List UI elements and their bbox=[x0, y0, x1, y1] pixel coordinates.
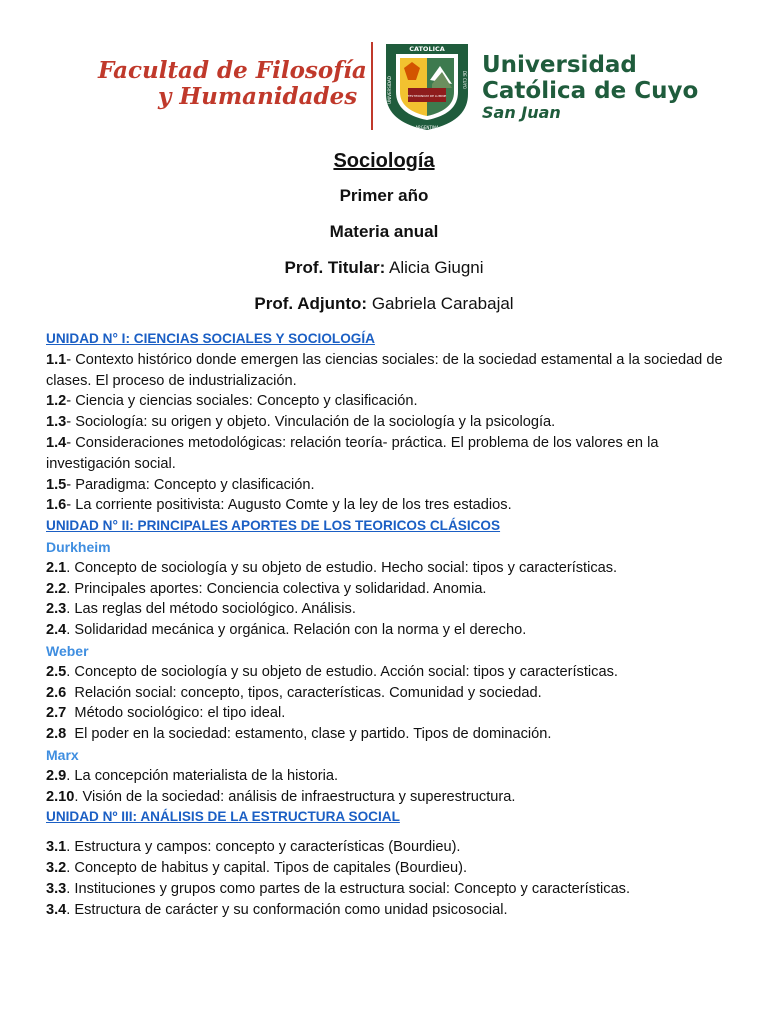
university-logo-text bbox=[482, 52, 698, 122]
syllabus-item: 3.1. Estructura y campos: concepto y características (Bourdieu). bbox=[46, 839, 461, 856]
document-title: Sociología bbox=[333, 150, 435, 172]
professor-adjunto-label: Prof. Adjunto: bbox=[254, 294, 368, 313]
professor-adjunto bbox=[0, 288, 768, 324]
document-year: Primer año bbox=[339, 186, 429, 205]
syllabus-item: 3.4. Estructura de carácter y su conformación como unidad psicosocial. bbox=[46, 901, 508, 918]
syllabus-item: 2.9. La concepción materialista de la historia. bbox=[46, 767, 339, 784]
syllabus-item: 1.6- La corriente positivista: Augusto Comte y la ley de los tres estadios. bbox=[46, 497, 512, 514]
syllabus-item: 2.3. Las reglas del método sociológico. Análisis. bbox=[46, 601, 356, 618]
syllabus-item: 1.1- Contexto histórico donde emergen las ciencias sociales: de la sociedad estamental a la sociedad de clases. El proceso de industrialización. bbox=[46, 351, 723, 389]
author-heading-weber: Weber bbox=[46, 642, 89, 659]
unit-1-heading: UNIDAD N° I: CIENCIAS SOCIALES Y SOCIOLOGÍA bbox=[46, 331, 375, 346]
syllabus-item: 2.7 Método sociológico: el tipo ideal. bbox=[46, 705, 286, 722]
faculty-name-line1: Facultad de Filosofía bbox=[98, 57, 367, 84]
unit-2-heading: UNIDAD N° II: PRINCIPALES APORTES DE LOS TEORICOS CLÁSICOS bbox=[46, 518, 501, 534]
university-name-line2: Católica de Cuyo bbox=[482, 78, 699, 104]
svg-text:DE CUYO: DE CUYO bbox=[462, 71, 467, 89]
professor-titular bbox=[0, 252, 768, 288]
university-city: San Juan bbox=[482, 103, 561, 122]
syllabus-item: 2.4. Solidaridad mecánica y orgánica. Relación con la norma y el derecho. bbox=[46, 622, 527, 639]
syllabus-item: 1.5- Paradigma: Concepto y clasificación. bbox=[46, 476, 315, 493]
university-crest-icon bbox=[382, 40, 472, 132]
header-divider bbox=[371, 42, 373, 130]
syllabus-item: 2.8 El poder en la sociedad: estamento, clase y partido. Tipos de dominación. bbox=[46, 726, 552, 743]
unit-3-heading: UNIDAD Nº III: ANÁLISIS DE LA ESTRUCTURA SOCIAL bbox=[46, 809, 400, 825]
syllabus-item: 2.1. Concepto de sociología y su objeto de estudio. Hecho social: tipos y características. bbox=[46, 559, 618, 576]
syllabus-item: 2.6 Relación social: concepto, tipos, características. Comunidad y sociedad. bbox=[46, 684, 542, 701]
svg-text:TESTIMONIUM DE LUMINE: TESTIMONIUM DE LUMINE bbox=[407, 94, 447, 98]
faculty-logo-text bbox=[98, 58, 367, 110]
author-heading-marx: Marx bbox=[46, 746, 79, 763]
document-course-type: Materia anual bbox=[329, 222, 439, 241]
author-heading-durkheim: Durkheim bbox=[46, 538, 111, 555]
syllabus-item: 2.2. Principales aportes: Conciencia colectiva y solidaridad. Anomia. bbox=[46, 580, 487, 597]
letterhead bbox=[0, 40, 768, 135]
syllabus-item: 1.3- Sociología: su origen y objeto. Vinculación de la sociología y la psicología. bbox=[46, 414, 556, 431]
syllabus-item: 3.3. Instituciones y grupos como partes de la estructura social: Concepto y características. bbox=[46, 880, 631, 897]
syllabus-item: 3.2. Concepto de habitus y capital. Tipos de capitales (Bourdieu). bbox=[46, 859, 468, 876]
document-title-block bbox=[0, 146, 768, 324]
syllabus-item: 2.5. Concepto de sociología y su objeto de estudio. Acción social: tipos y características. bbox=[46, 663, 618, 680]
syllabus-item: 2.10. Visión de la sociedad: análisis de infraestructura y superestructura. bbox=[46, 788, 516, 805]
professor-titular-label: Prof. Titular: bbox=[284, 258, 386, 277]
svg-text:ARGENTINA: ARGENTINA bbox=[415, 125, 439, 130]
syllabus-item: 1.2- Ciencia y ciencias sociales: Concepto y clasificación. bbox=[46, 393, 418, 410]
syllabus-content bbox=[46, 329, 726, 920]
svg-text:CATOLICA: CATOLICA bbox=[409, 45, 445, 53]
professor-adjunto-name: Gabriela Carabajal bbox=[367, 294, 514, 313]
professor-titular-name: Alicia Giugni bbox=[385, 258, 484, 277]
syllabus-item: 1.4- Consideraciones metodológicas: relación teoría- práctica. El problema de los valores en la investigación social. bbox=[46, 434, 659, 472]
svg-text:UNIVERSIDAD: UNIVERSIDAD bbox=[387, 76, 392, 104]
university-name-line1: Universidad bbox=[482, 52, 637, 78]
faculty-name-line2: y Humanidades bbox=[158, 83, 358, 110]
spacer bbox=[46, 828, 726, 837]
